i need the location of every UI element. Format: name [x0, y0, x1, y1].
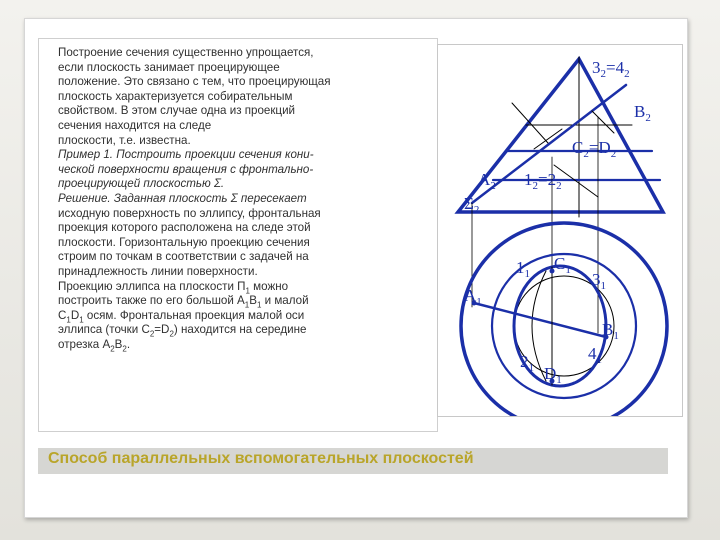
construction-drawing	[437, 44, 683, 417]
subscript: 1	[79, 315, 84, 324]
text-line	[54, 338, 434, 353]
text-line: свойством. В этом случае одна из проекций	[58, 104, 296, 118]
text-line	[54, 323, 434, 338]
subscript: 2	[149, 329, 155, 339]
text-line: плоскости. Горизонтальную проекцию сечения	[58, 235, 310, 249]
text-line	[54, 309, 434, 324]
major-axis	[474, 303, 606, 337]
text-span: B	[249, 294, 257, 308]
text-line: исходную поверхность по эллипсу, фронтальная	[58, 206, 321, 220]
text-line: Построение сечения существенно упрощается,	[58, 46, 314, 59]
text-span: ) находится на середине	[173, 323, 307, 337]
text-line: плоскость характеризуется собирательным	[58, 89, 293, 103]
label-b2: $B_2$	[634, 102, 651, 124]
text-span: отрезка A	[58, 337, 111, 351]
text-span: эллипса (точки C	[58, 323, 150, 337]
label-c1: $C_1$	[554, 254, 571, 276]
label-d1: $D_1$	[544, 364, 562, 386]
label-4-1: $4_1$	[588, 344, 602, 366]
text-line: Пример 1. Построить проекции сечения кони-	[58, 148, 314, 162]
text-line: строим по точкам в соответствии с задачей на	[58, 250, 309, 264]
text-span: Проекцию эллипса на плоскости П	[58, 279, 246, 293]
subscript: 1	[244, 300, 250, 310]
label-a2: $A_2$	[478, 170, 496, 192]
body-text	[54, 46, 434, 352]
text-line: если плоскость занимает проецирующее	[58, 60, 280, 74]
label-b1: $B_1$	[602, 320, 619, 342]
label-c2-d2: $C_2=D_2$	[572, 138, 617, 160]
text-line: Решение. Заданная плоскость Σ пересекает	[58, 191, 307, 205]
text-line: плоскости, т.е. известна.	[58, 133, 191, 147]
subscript: 2	[169, 329, 174, 339]
subscript: 1	[245, 285, 250, 295]
label-sigma-2: $\Sigma_2$	[464, 194, 480, 216]
text-line: положение. Это связано с тем, что проецирующая	[58, 75, 331, 89]
label-1-2-2-2: $1_2=2_2$	[524, 170, 562, 192]
text-span: =D	[154, 323, 170, 337]
text-span: C	[58, 308, 67, 322]
text-line	[54, 294, 434, 309]
text-line: проекция которого расположена на следе этой	[58, 221, 311, 235]
label-1-1: $1_1$	[516, 258, 530, 280]
text-span: осям. Фронтальная проекция малой оси	[83, 308, 305, 322]
subscript: 2	[110, 344, 115, 354]
drawing-svg	[438, 45, 682, 416]
text-span: построить также по его большой A	[58, 294, 245, 308]
label-3-1: $3_1$	[592, 270, 606, 292]
text-line: ческой поверхности вращения с фронтально-	[58, 162, 314, 176]
text-span: D	[70, 308, 80, 322]
text-line: проецирующей плоскостью Σ.	[58, 177, 225, 191]
text-span: .	[126, 337, 131, 351]
subscript: 1	[256, 300, 262, 310]
text-line	[54, 280, 434, 295]
text-span: можно	[249, 279, 289, 293]
label-2-1: $2_1$	[520, 352, 534, 374]
text-span: и малой	[261, 294, 309, 308]
text-line: принадлежность линии поверхности.	[58, 264, 258, 278]
subscript: 1	[66, 315, 71, 324]
label-3-2-4-2: $3_2=4_2$	[592, 58, 630, 80]
text-line: сечения находится на следе	[58, 118, 212, 132]
subscript: 2	[122, 344, 127, 354]
slide-caption: Способ параллельных вспомогательных плоскостей	[48, 450, 474, 467]
text-span: B	[114, 337, 123, 351]
label-a1: $A_1$	[464, 286, 482, 308]
